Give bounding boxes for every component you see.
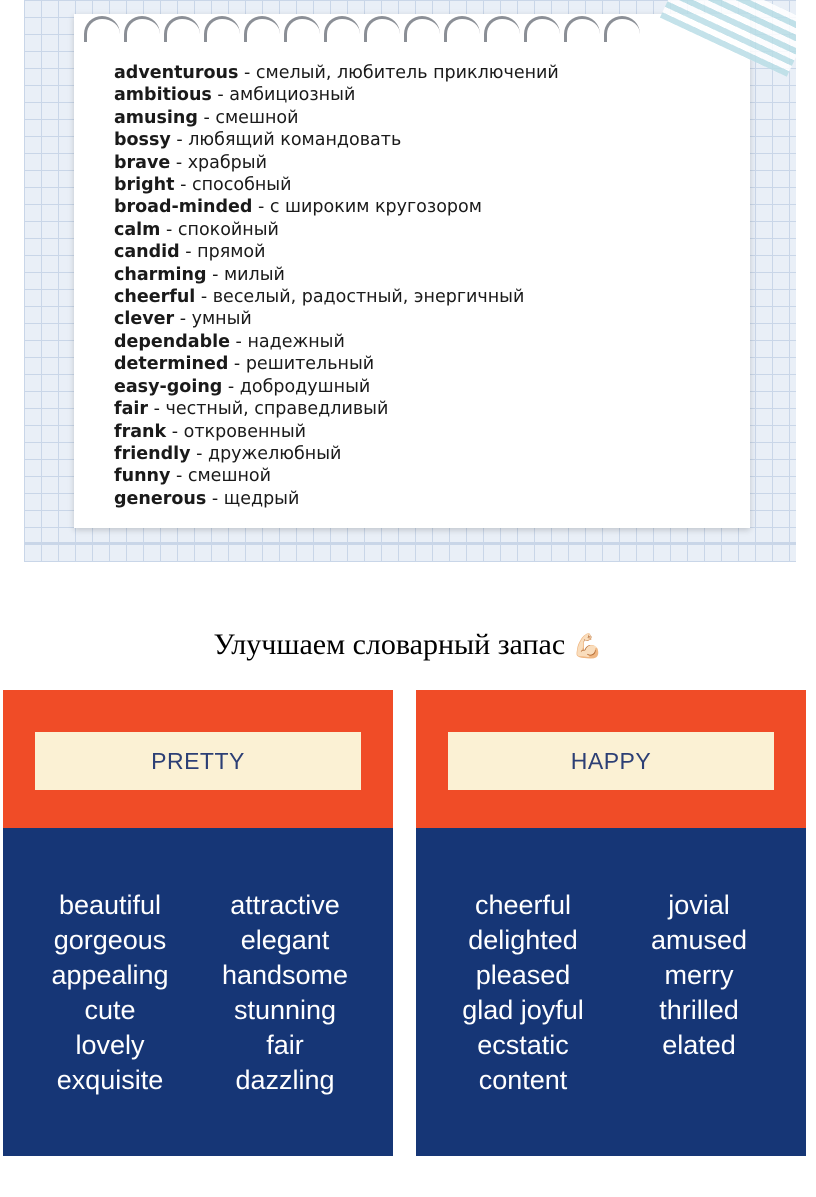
vocab-translation: веселый, радостный, энергичный <box>212 287 525 308</box>
synonym-column-2 <box>199 888 371 1098</box>
synonym-word: exquisite <box>56 1065 164 1095</box>
vocab-entry: friendly - дружелюбный <box>114 443 342 464</box>
vocab-entry: candid - прямой <box>114 242 266 263</box>
vocab-translation: любящий командовать <box>188 130 402 151</box>
synonym-word: delighted <box>468 925 578 955</box>
vocab-translation: прямой <box>197 242 266 263</box>
vocab-translation: способный <box>191 175 292 196</box>
vocab-word: bossy <box>114 130 171 151</box>
vocab-word: broad-minded <box>114 197 253 218</box>
vocab-word: funny <box>114 466 171 487</box>
synonym-card-happy <box>416 690 806 1156</box>
vocab-word: determined <box>114 354 229 375</box>
synonym-word: attractive <box>230 890 340 920</box>
vocab-translation: щедрый <box>223 488 300 509</box>
synonym-word: appealing <box>51 960 169 990</box>
vocabulary-list <box>114 62 559 510</box>
spiral-binding <box>84 16 724 46</box>
synonym-word: handsome <box>221 960 349 990</box>
vocab-translation: милый <box>223 264 285 285</box>
synonym-word: fair <box>266 1030 304 1060</box>
vocab-word: fair <box>114 399 149 420</box>
vocab-entry: amusing - смешной <box>114 107 299 128</box>
synonym-word: jovial <box>668 890 730 920</box>
vocab-entry: charming - милый <box>114 264 285 285</box>
vocab-word: brave <box>114 152 171 173</box>
page-heading <box>0 628 816 662</box>
vocab-entry: funny - смешной <box>114 466 271 487</box>
synonym-column-1 <box>438 888 608 1098</box>
synonym-word: lovely <box>75 1030 145 1060</box>
vocab-word: amusing <box>114 107 198 128</box>
synonym-word: content <box>478 1065 568 1095</box>
vocab-entry: bossy - любящий командовать <box>114 130 402 151</box>
vocab-translation: решительный <box>245 354 375 375</box>
synonym-word: elegant <box>240 925 330 955</box>
vocab-word: calm <box>114 219 161 240</box>
synonym-word: amused <box>650 925 748 955</box>
synonym-word: cute <box>84 995 136 1025</box>
synonym-word: elated <box>662 1030 736 1060</box>
card-title: PRETTY <box>35 732 361 790</box>
synonym-column-2 <box>616 888 782 1063</box>
vocab-entry: calm - спокойный <box>114 219 279 240</box>
vocab-translation: амбициозный <box>229 85 356 106</box>
synonym-word: ecstatic <box>477 1030 569 1060</box>
vocab-word: easy-going <box>114 376 223 397</box>
synonym-column-1 <box>25 888 195 1098</box>
vocab-translation: добродушный <box>239 376 371 397</box>
synonym-word: gorgeous <box>53 925 167 955</box>
vocab-word: dependable <box>114 331 230 352</box>
vocab-translation: откровенный <box>183 421 307 442</box>
vocab-translation: дружелюбный <box>207 443 342 464</box>
vocab-entry: ambitious - амбициозный <box>114 85 356 106</box>
vocab-word: cheerful <box>114 287 196 308</box>
vocab-word: charming <box>114 264 207 285</box>
vocab-entry: generous - щедрый <box>114 488 300 509</box>
synonym-word: glad joyful <box>462 995 584 1025</box>
vocab-translation: честный, справедливый <box>165 399 389 420</box>
vocab-entry: cheerful - веселый, радостный, энергичный <box>114 287 525 308</box>
vocab-word: frank <box>114 421 167 442</box>
heading-text: Улучшаем словарный запас <box>213 628 566 661</box>
vocab-entry: clever - умный <box>114 309 252 330</box>
vocab-entry: dependable - надежный <box>114 331 345 352</box>
vocab-entry: fair - честный, справедливый <box>114 399 389 420</box>
synonym-word: pleased <box>475 960 571 990</box>
vocab-word: candid <box>114 242 180 263</box>
vocab-translation: храбрый <box>187 152 267 173</box>
synonym-word: stunning <box>233 995 337 1025</box>
vocab-word: generous <box>114 488 207 509</box>
vocab-word: adventurous <box>114 63 239 83</box>
vocab-translation: смешной <box>187 466 271 487</box>
flexed-biceps-icon: 💪🏻 <box>572 632 603 660</box>
synonym-word: thrilled <box>659 995 739 1025</box>
vocab-entry: frank - откровенный <box>114 421 307 442</box>
vocab-entry: broad-minded - с широким кругозором <box>114 197 482 218</box>
vocab-translation: надежный <box>247 331 345 352</box>
vocab-word: ambitious <box>114 85 212 106</box>
vocab-translation: смелый, любитель приключений <box>255 63 559 83</box>
vocab-entry: adventurous - смелый, любитель приключений <box>114 63 559 83</box>
vocab-entry: determined - решительный <box>114 354 375 375</box>
synonym-word: cheerful <box>474 890 572 920</box>
vocabulary-notebook-image <box>24 0 796 562</box>
synonym-card-pretty <box>3 690 393 1156</box>
vocab-entry: bright - способный <box>114 175 292 196</box>
synonym-word: merry <box>664 960 734 990</box>
vocab-entry: brave - храбрый <box>114 152 267 173</box>
divider <box>24 542 796 545</box>
synonym-word: dazzling <box>235 1065 335 1095</box>
vocab-translation: смешной <box>215 107 299 128</box>
vocab-translation: умный <box>191 309 252 330</box>
vocab-word: bright <box>114 175 175 196</box>
vocab-translation: спокойный <box>177 219 279 240</box>
card-title: HAPPY <box>448 732 774 790</box>
synonym-word: beautiful <box>58 890 162 920</box>
vocab-word: friendly <box>114 443 191 464</box>
vocab-entry: easy-going - добродушный <box>114 376 371 397</box>
vocab-translation: с широким кругозором <box>269 197 482 218</box>
vocab-word: clever <box>114 309 175 330</box>
